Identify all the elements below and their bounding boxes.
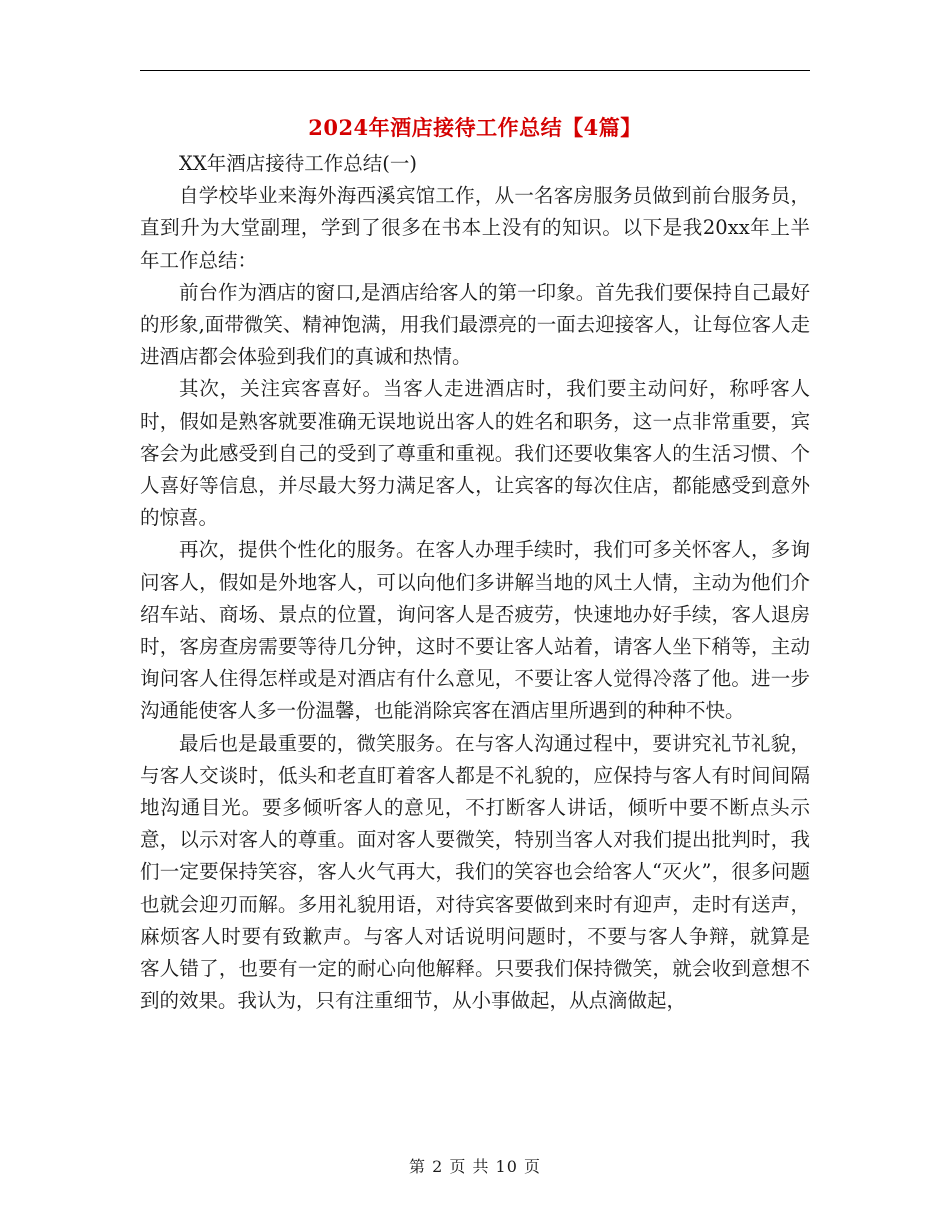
document-body	[140, 148, 850, 1017]
section-heading: XX年酒店接待工作总结(一)	[179, 152, 417, 175]
paragraph: 其次，关注宾客喜好。当客人走进酒店时，我们要主动问好，称呼客人时，假如是熟客就要准确无误地说出客人的姓名和职务，这一点非常重要，宾客会为此感受到自己的受到了尊重和重视。我们还要收集客人的生活习惯、个人喜好等信息，并尽最大努力满足客人，让宾客的每次住店，都能感受到意外的惊喜。	[140, 377, 810, 530]
page-number: 第 2 页 共 10 页	[409, 1157, 541, 1176]
paragraph: 最后也是最重要的，微笑服务。在与客人沟通过程中，要讲究礼节礼貌，与客人交谈时，低头和老直盯着客人都是不礼貌的，应保持与客人有时间间隔地沟通目光。要多倾听客人的意见，不打断客人讲话，倾听中要不断点头示意，以示对客人的尊重。面对客人要微笑，特别当客人对我们提出批判时，我们一定要保持笑容，客人火气再大，我们的笑容也会给客人“灭火”，很多问题也就会迎刃而解。多用礼貌用语，对待宾客要做到来时有迎声，走时有送声，麻烦客人时要有致歉声。与客人对话说明问题时，不要与客人争辩，就算是 客人错了，也要有一定的耐心向他解释。只要我们保持微笑，就会收到意想不到的效果。我认为，只有注重细节，从小事做起，从点滴做起，	[140, 731, 850, 1013]
paragraph: 前台作为酒店的窗口,是酒店给客人的第一印象。首先我们要保持自己最好的形象,面带微笑、精神饱满，用我们最漂亮的一面去迎接客人，让每位客人走进酒店都会体验到我们的真诚和热情。	[140, 280, 810, 369]
document-title: 2024年酒店接待工作总结【4篇】	[308, 115, 642, 140]
paragraph: 自学校毕业来海外海西溪宾馆工作，从一名客房服务员做到前台服务员，直到升为大堂副理，学到了很多在书本上没有的知识。以下是我20xx年上半年工作总结：	[140, 184, 810, 272]
header-rule	[140, 70, 810, 71]
paragraph: 再次，提供个性化的服务。在客人办理手续时，我们可多关怀客人，多询问客人，假如是外地客人，可以向他们多讲解当地的风土人情，主动为他们介绍车站、商场、景点的位置，询问客人是否疲劳，快速地办好手续，客人退房时，客房查房需要等待几分钟，这时不要让客人站着，请客人坐下稍等，主动询问客人住得怎样或是对酒店有什么意见，不要让客人觉得冷落了他。进一步沟通能使客人多一份温馨，也能消除宾客在酒店里所遇到的种种不快。	[140, 538, 810, 723]
